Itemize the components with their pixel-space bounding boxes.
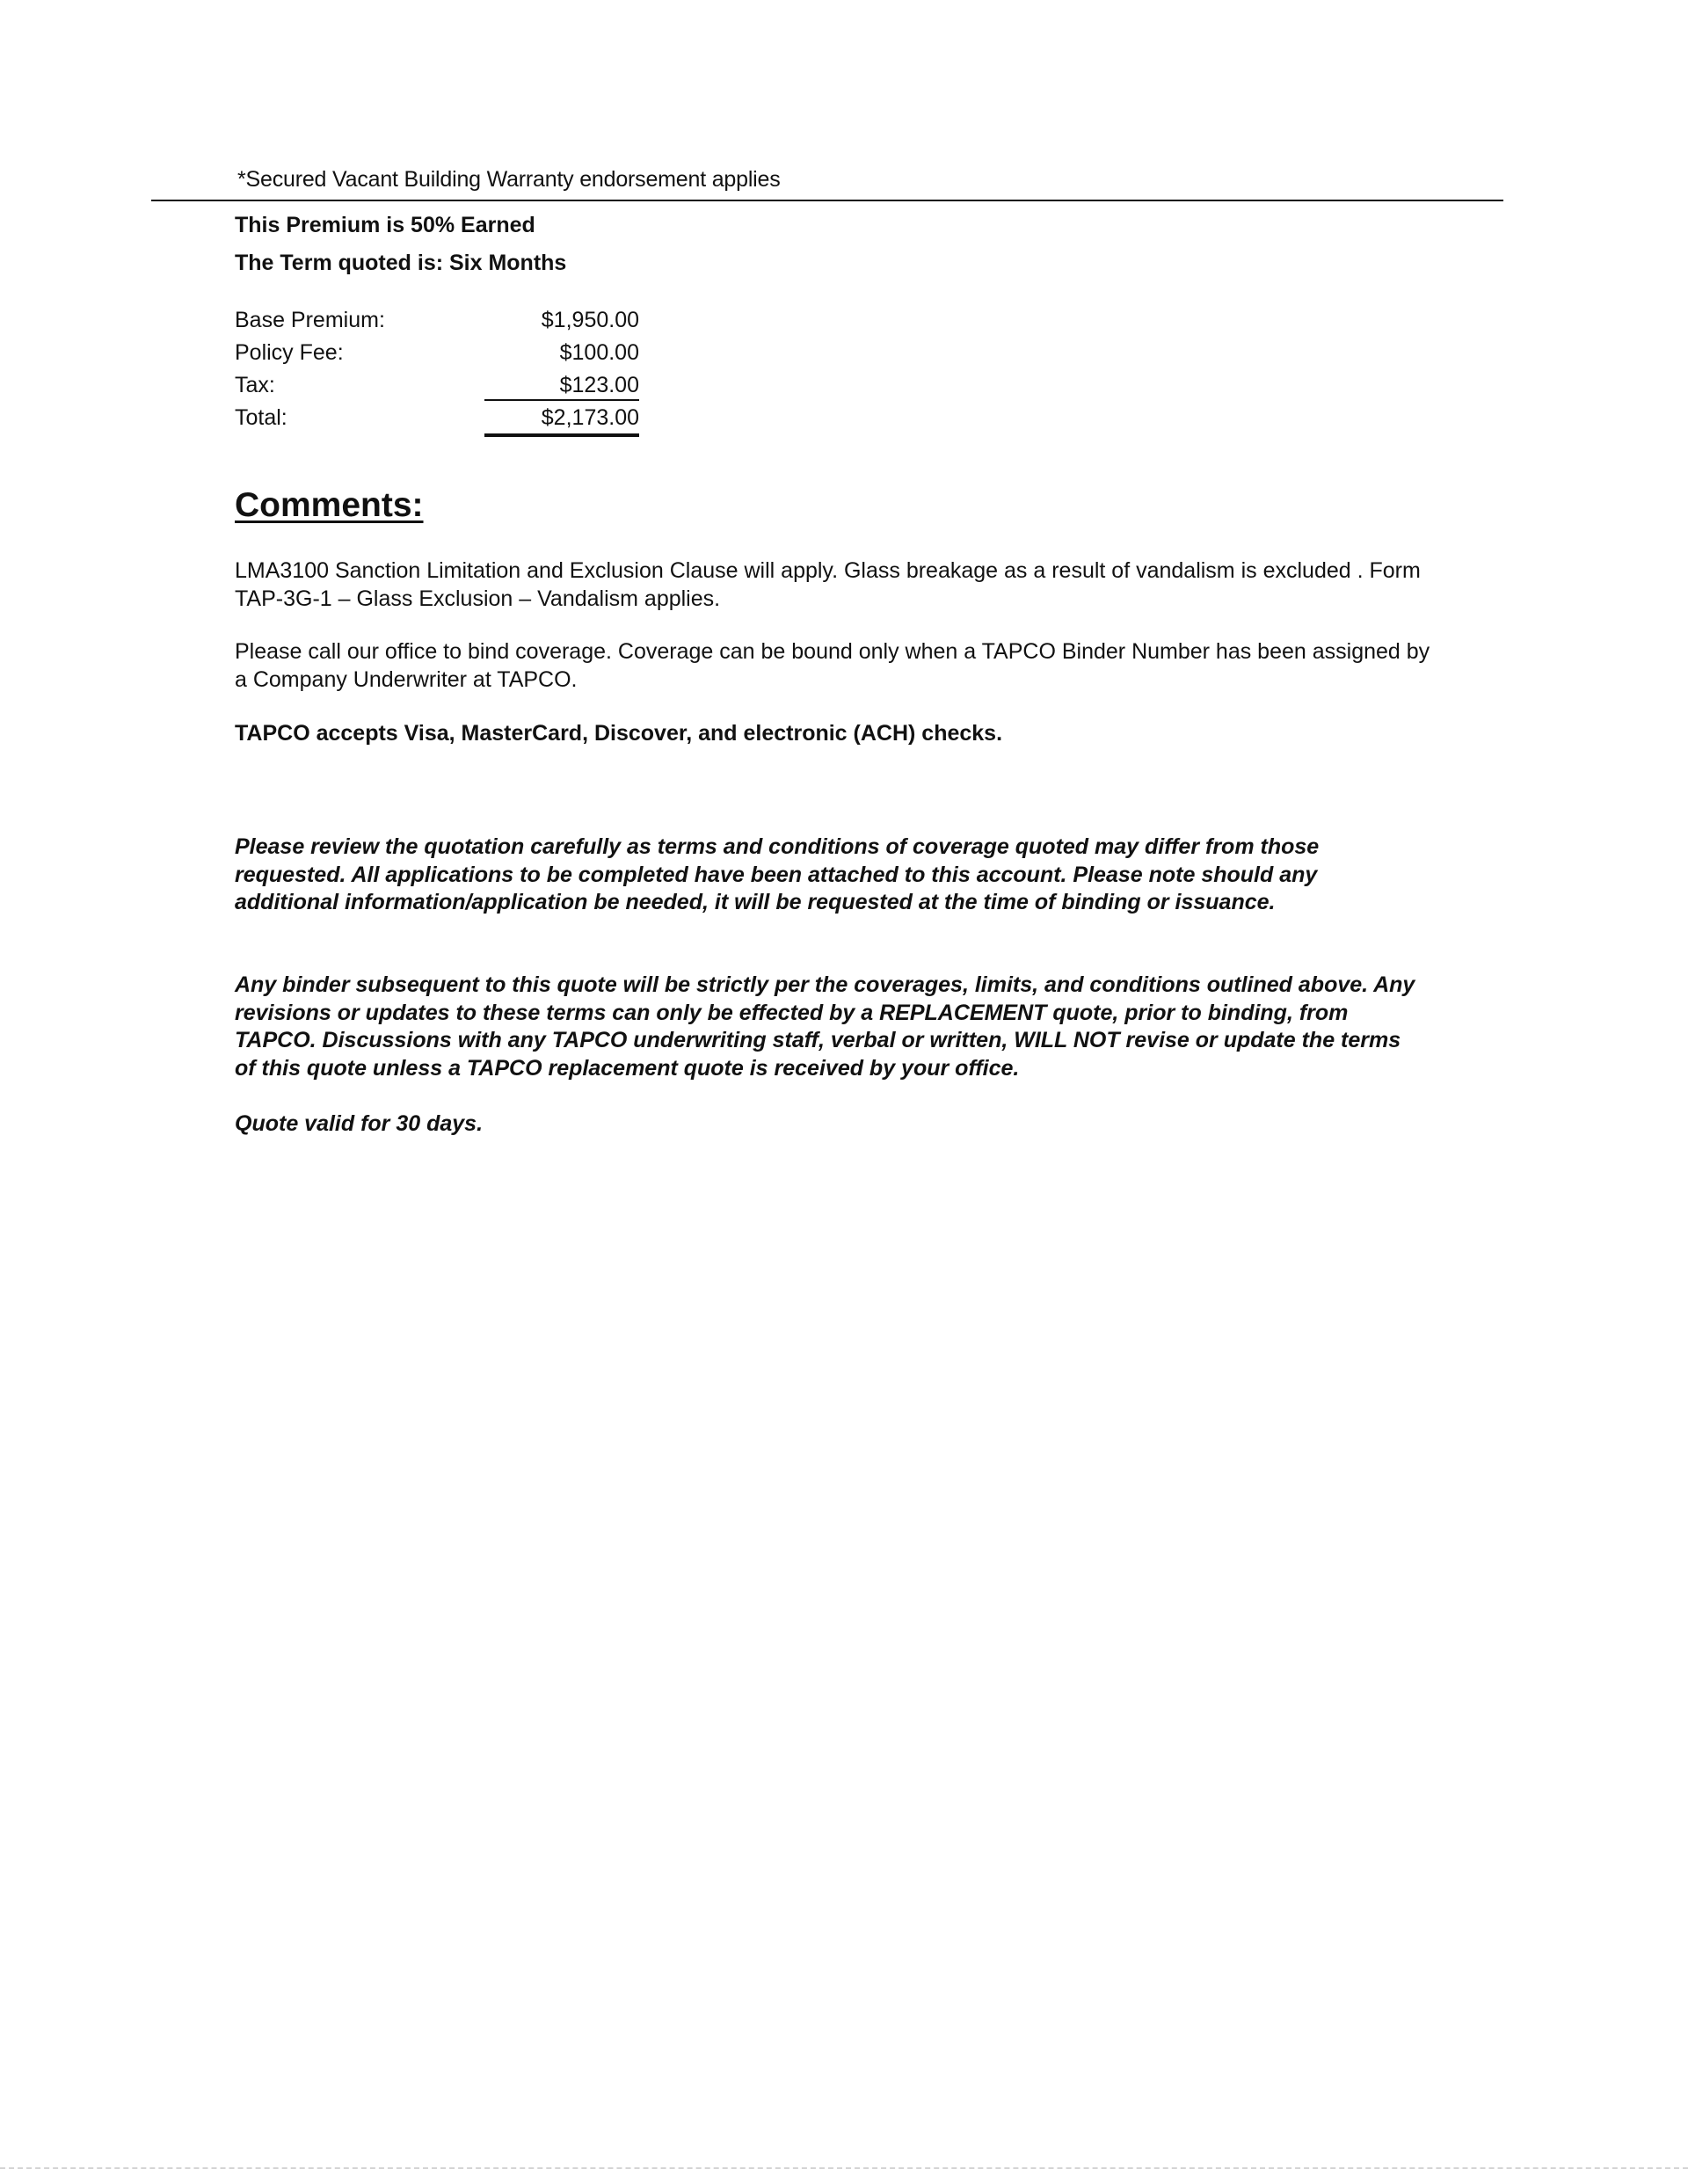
comment-bind-coverage: Please call our office to bind coverage. Coverage can be bound only when a TAPCO Binder Number has been assigned by a Company Underwriter at TAPCO. [235, 639, 1430, 692]
scan-edge-artifact [0, 2167, 1688, 2172]
endorsement-note: *Secured Vacant Building Warranty endorsement applies [237, 167, 781, 192]
premium-earned-line: This Premium is 50% Earned [235, 213, 535, 237]
premium-row-policy-fee [235, 340, 648, 373]
premium-label: Base Premium: [235, 308, 385, 332]
premium-amount: $100.00 [559, 340, 639, 365]
premium-row-total [235, 405, 648, 435]
premium-amount: $2,173.00 [541, 405, 639, 430]
total-rule [484, 433, 639, 437]
premium-amount: $123.00 [559, 373, 639, 397]
disclaimer-validity: Quote valid for 30 days. [235, 1111, 484, 1136]
header-divider [151, 200, 1503, 201]
premium-label: Total: [235, 405, 287, 430]
comment-sanction-clause: LMA3100 Sanction Limitation and Exclusion Clause will apply. Glass breakage as a result of vandalism is excluded . Form TAP-3G-1 – Glass Exclusion – Vandalism applies. [235, 558, 1421, 611]
premium-label: Tax: [235, 373, 275, 397]
premium-table [235, 308, 648, 435]
term-quoted-line: The Term quoted is: Six Months [235, 251, 567, 275]
premium-label: Policy Fee: [235, 340, 344, 365]
premium-amount: $1,950.00 [541, 308, 639, 332]
disclaimer-review: Please review the quotation carefully as terms and conditions of coverage quoted may differ from those requested. All applications to be completed have been attached to this account. Please note should any additional information/application be needed, it will be requested at the time of binding or issuance. [235, 834, 1320, 914]
premium-row-base [235, 308, 648, 340]
comments-heading: Comments: [235, 486, 424, 524]
disclaimer-binder: Any binder subsequent to this quote will be strictly per the coverages, limits, and conditions outlined above. Any revisions or updates to these terms can only be effected by a REPLACEMENT quote, prior to binding, from TAPCO. Discussions with any TAPCO underwriting staff, verbal or written, WILL NOT revise or update the terms of this quote unless a TAPCO replacement quote is received by your office. [235, 972, 1415, 1081]
comment-payment-methods: TAPCO accepts Visa, MasterCard, Discover, and electronic (ACH) checks. [235, 721, 1003, 746]
subtotal-rule [484, 399, 639, 401]
